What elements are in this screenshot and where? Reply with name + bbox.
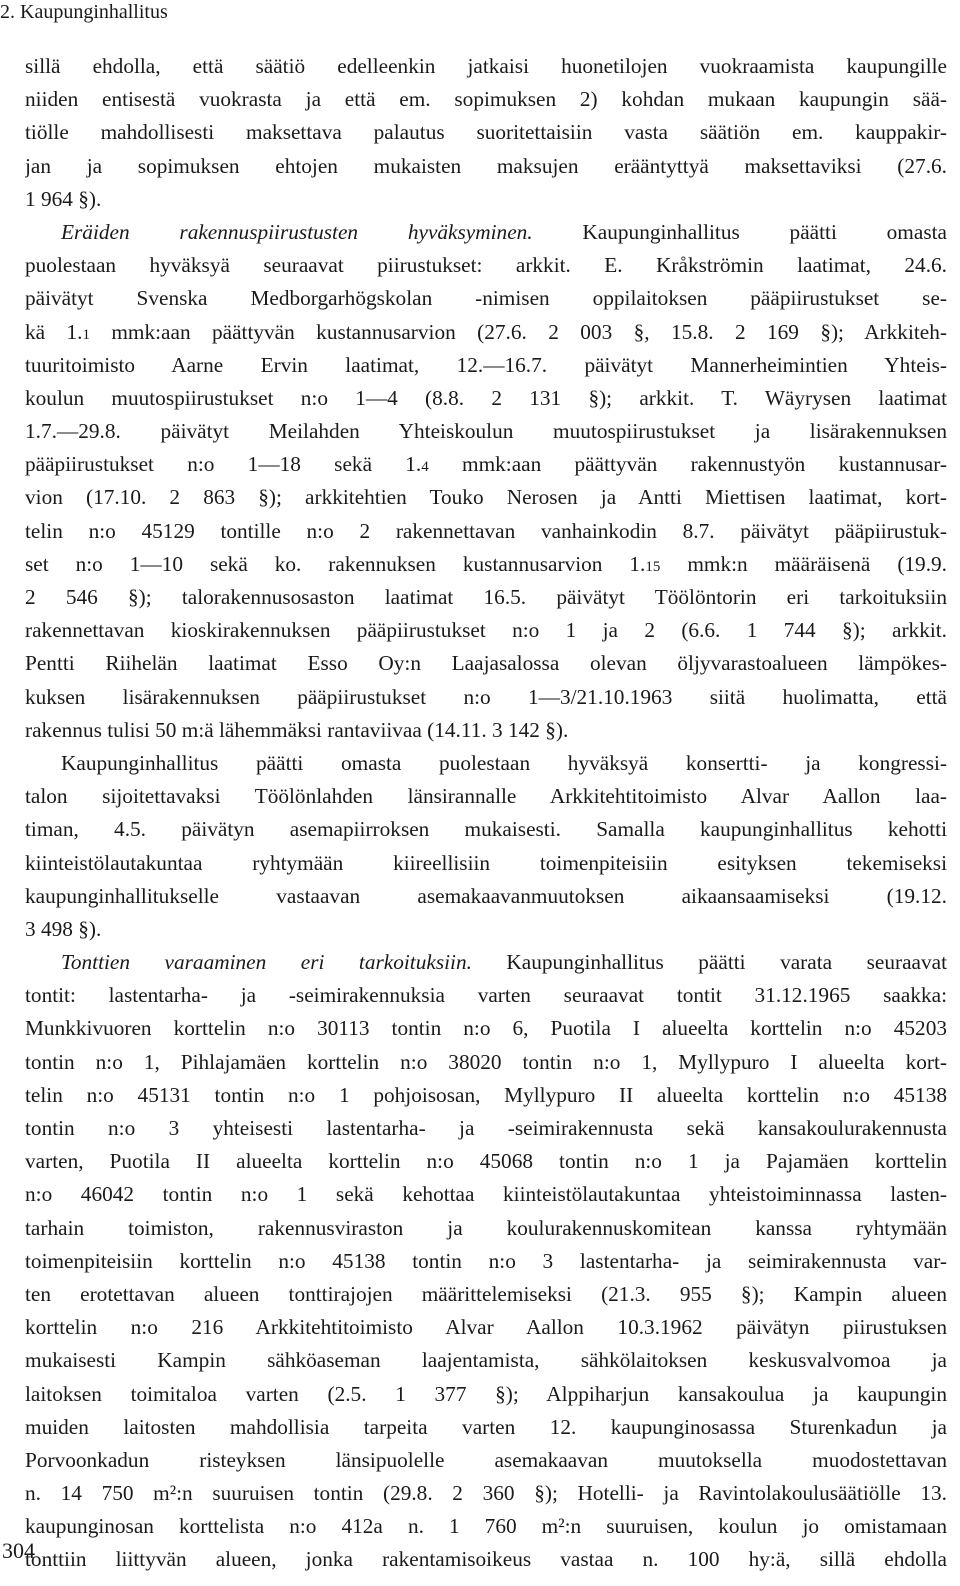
text-run: Kaupunginhallitus päätti varata seuraavat (471, 950, 947, 975)
text-line (25, 979, 947, 1012)
text-run: tuuritoimisto Aarne Ervin laatimat, 12.—16.7. päivätyt Mannerheimintien Yhteis- (25, 352, 947, 377)
text-line (25, 1012, 947, 1045)
text-run: mmk:aan päättyvän kustannusarvion (27.6. 2 003 §, 15.8. 2 169 §); Arkkiteh- (89, 319, 947, 344)
text-run: Munkkivuoren korttelin n:o 30113 tontin n:o 6, Puotila I alueelta korttelin n:o 45203 (25, 1016, 947, 1041)
text-line (25, 813, 947, 846)
text-line (25, 1477, 947, 1510)
page-number: 304 (2, 1538, 35, 1563)
text-run: 1 964 §). (25, 186, 102, 211)
text-line (25, 83, 947, 116)
text-line (25, 847, 947, 880)
text-run: tontit: lastentarha- ja -seimirakennuksia varten seuraavat tontit 31.12.1965 saakka: (25, 983, 947, 1008)
text-run: puolestaan hyväksyä seuraavat piirustukset: arkkit. E. Kråkströmin laatimat, 24.6. (25, 253, 947, 278)
text-line (25, 1245, 947, 1278)
text-line (25, 581, 947, 614)
text-line (25, 382, 947, 415)
text-run: mmk:n määräisenä (19.9. (660, 551, 947, 576)
text-run: vion (17.10. 2 863 §); arkkitehtien Touko Nerosen ja Antti Miettisen laatimat, kort- (25, 485, 947, 510)
text-line (25, 1145, 947, 1178)
text-run: tonttiin liittyvän alueen, jonka rakentamisoikeus vastaa n. 100 hy:ä, sillä ehdolla (25, 1547, 947, 1572)
text-run: mukaisesti Kampin sähköaseman laajentamista, sähkölaitoksen keskusvalvomoa ja (25, 1348, 947, 1373)
text-line (25, 1510, 947, 1543)
text-run: tontin n:o 1, Pihlajamäen korttelin n:o 38020 tontin n:o 1, Myllypuro I alueelta kort- (25, 1049, 947, 1074)
text-line (25, 50, 947, 83)
text-line (25, 1079, 947, 1112)
text-run: rakennus tulisi 50 m:ä lähemmäksi rantaviivaa (14.11. 3 142 §). (25, 717, 569, 742)
text-run: Kaupunginhallitus päätti omasta (532, 219, 947, 244)
text-line (25, 1543, 947, 1576)
text-run: koulun muutospiirustukset n:o 1—4 (8.8. 2 131 §); arkkit. T. Wäyrysen laatimat (25, 385, 947, 410)
text-run: pääpiirustukset n:o 1—18 sekä 1. (25, 452, 422, 477)
text-line (25, 183, 947, 216)
text-line (25, 614, 947, 647)
text-line (25, 1112, 947, 1145)
text-run: timan, 4.5. päivätyn asemapiirroksen mukaisesti. Samalla kaupunginhallitus kehotti (25, 817, 947, 842)
text-line (25, 647, 947, 680)
text-line (25, 282, 947, 315)
text-line (25, 349, 947, 382)
text-line (25, 913, 947, 946)
text-run: mmk:aan päättyvän rakennustyön kustannusar- (428, 452, 947, 477)
decimal-digits: 1 (82, 326, 90, 343)
text-run: päivätyt Svenska Medborgarhögskolan -nimisen oppilaitoksen pääpiirustukset se- (25, 286, 947, 311)
running-head: 2. Kaupunginhallitus (0, 1, 168, 23)
text-line (25, 681, 947, 714)
text-run: kiinteistölautakuntaa ryhtymään kiireellisiin toimenpiteisiin esityksen tekemiseksi (25, 850, 947, 875)
text-line (25, 150, 947, 183)
text-run: laitoksen toimitaloa varten (2.5. 1 377 §); Alppiharjun kansakoulua ja kaupungin (25, 1381, 947, 1406)
text-run: talon sijoitettavaksi Töölönlahden länsirannalle Arkkitehtitoimisto Alvar Aallon laa- (25, 784, 947, 809)
body-text (25, 50, 947, 1577)
text-line (25, 1344, 947, 1377)
text-run: n:o 46042 tontin n:o 1 sekä kehottaa kiinteistölautakuntaa yhteistoiminnassa lasten- (25, 1182, 947, 1207)
text-run: varten, Puotila II alueelta korttelin n:o 45068 tontin n:o 1 ja Pajamäen korttelin (25, 1149, 947, 1174)
text-run: niiden entisestä vuokrasta ja että em. sopimuksen 2) kohdan mukaan kaupungin sää- (25, 87, 947, 112)
text-run: n. 14 750 m²:n suuruisen tontin (29.8. 2 360 §); Hotelli- ja Ravintolakoulusäätiölle 13. (25, 1481, 947, 1506)
text-line (25, 946, 947, 979)
text-line (25, 1444, 947, 1477)
text-run: muiden laitosten mahdollisia tarpeita varten 12. kaupunginosassa Sturenkadun ja (25, 1414, 947, 1439)
text-line (25, 1046, 947, 1079)
text-line (25, 515, 947, 548)
text-line (25, 548, 947, 581)
text-line (25, 116, 947, 149)
text-line (25, 880, 947, 913)
text-run: 1.7.—29.8. päivätyt Meilahden Yhteiskoulun muutospiirustukset ja lisärakennuksen (25, 419, 947, 444)
text-line (25, 415, 947, 448)
text-run: rakennettavan kioskirakennuksen pääpiirustukset n:o 1 ja 2 (6.6. 1 744 §); arkkit. (25, 618, 947, 643)
text-line (25, 448, 947, 481)
text-run: Porvoonkadun risteyksen länsipuolelle asemakaavan muutoksella muodostettavan (25, 1447, 947, 1472)
text-run: kaupunginhallitukselle vastaavan asemakaavanmuutoksen aikaansaamiseksi (19.12. (25, 883, 947, 908)
text-line (25, 780, 947, 813)
decimal-digits: 4 (421, 459, 429, 476)
section-heading: Eräiden rakennuspiirustusten hyväksyminen. (61, 219, 533, 244)
text-run: set n:o 1—10 sekä ko. rakennuksen kustannusarvion 1. (25, 551, 646, 576)
text-run: tiölle mahdollisesti maksettava palautus suoritettaisiin vasta säätiön em. kauppakir- (25, 120, 947, 145)
text-line (25, 1411, 947, 1444)
text-run: Kaupunginhallitus päätti omasta puolestaan hyväksyä konsertti- ja kongressi- (61, 750, 947, 775)
text-run: sillä ehdolla, että säätiö edelleenkin jatkaisi huonetilojen vuokraamista kaupungille (25, 54, 947, 78)
decimal-digits: 15 (645, 558, 661, 575)
text-line (25, 249, 947, 282)
text-run: 3 498 §). (25, 916, 102, 941)
text-run: tontin n:o 3 yhteisesti lastentarha- ja -seimirakennusta sekä kansakoulurakennusta (25, 1116, 947, 1140)
text-run: telin n:o 45129 tontille n:o 2 rakennettavan vanhainkodin 8.7. päivätyt pääpiirustuk- (25, 518, 947, 543)
text-run: jan ja sopimuksen ehtojen mukaisten maksujen erääntyttyä maksettaviksi (27.6. (25, 153, 947, 178)
text-line (25, 316, 947, 349)
text-run: ten erotettavan alueen tonttirajojen määrittelemiseksi (21.3. 955 §); Kampin alueen (25, 1281, 947, 1306)
text-run: Pentti Riihelän laatimat Esso Oy:n Laajasalossa olevan öljyvarastoalueen lämpökes- (25, 651, 947, 676)
text-run: 2 546 §); talorakennusosaston laatimat 16.5. päivätyt Töölöntorin eri tarkoituksiin (25, 585, 947, 609)
section-heading: Tonttien varaaminen eri tarkoituksiin. (61, 950, 472, 975)
text-line (25, 747, 947, 780)
text-run: korttelin n:o 216 Arkkitehtitoimisto Alvar Aallon 10.3.1962 päivätyn piirustuksen (25, 1315, 947, 1340)
text-line (25, 1178, 947, 1211)
text-line (25, 481, 947, 514)
text-line (25, 714, 947, 747)
text-run: kä 1. (25, 319, 83, 344)
text-run: kuksen lisärakennuksen pääpiirustukset n:o 1—3/21.10.1963 siitä huolimatta, että (25, 684, 947, 709)
text-line (25, 1212, 947, 1245)
text-run: tarhain toimiston, rakennusviraston ja koulurakennuskomitean kanssa ryhtymään (25, 1215, 947, 1240)
text-line (25, 1311, 947, 1344)
text-run: kaupunginosan korttelista n:o 412a n. 1 760 m²:n suuruisen, koulun jo omistamaan (25, 1514, 947, 1539)
text-line (25, 1378, 947, 1411)
text-run: toimenpiteisiin korttelin n:o 45138 tontin n:o 3 lastentarha- ja seimirakennusta var- (25, 1248, 947, 1273)
text-run: telin n:o 45131 tontin n:o 1 pohjoisosan, Myllypuro II alueelta korttelin n:o 45138 (25, 1082, 947, 1107)
text-line (25, 1278, 947, 1311)
text-line (25, 216, 947, 249)
